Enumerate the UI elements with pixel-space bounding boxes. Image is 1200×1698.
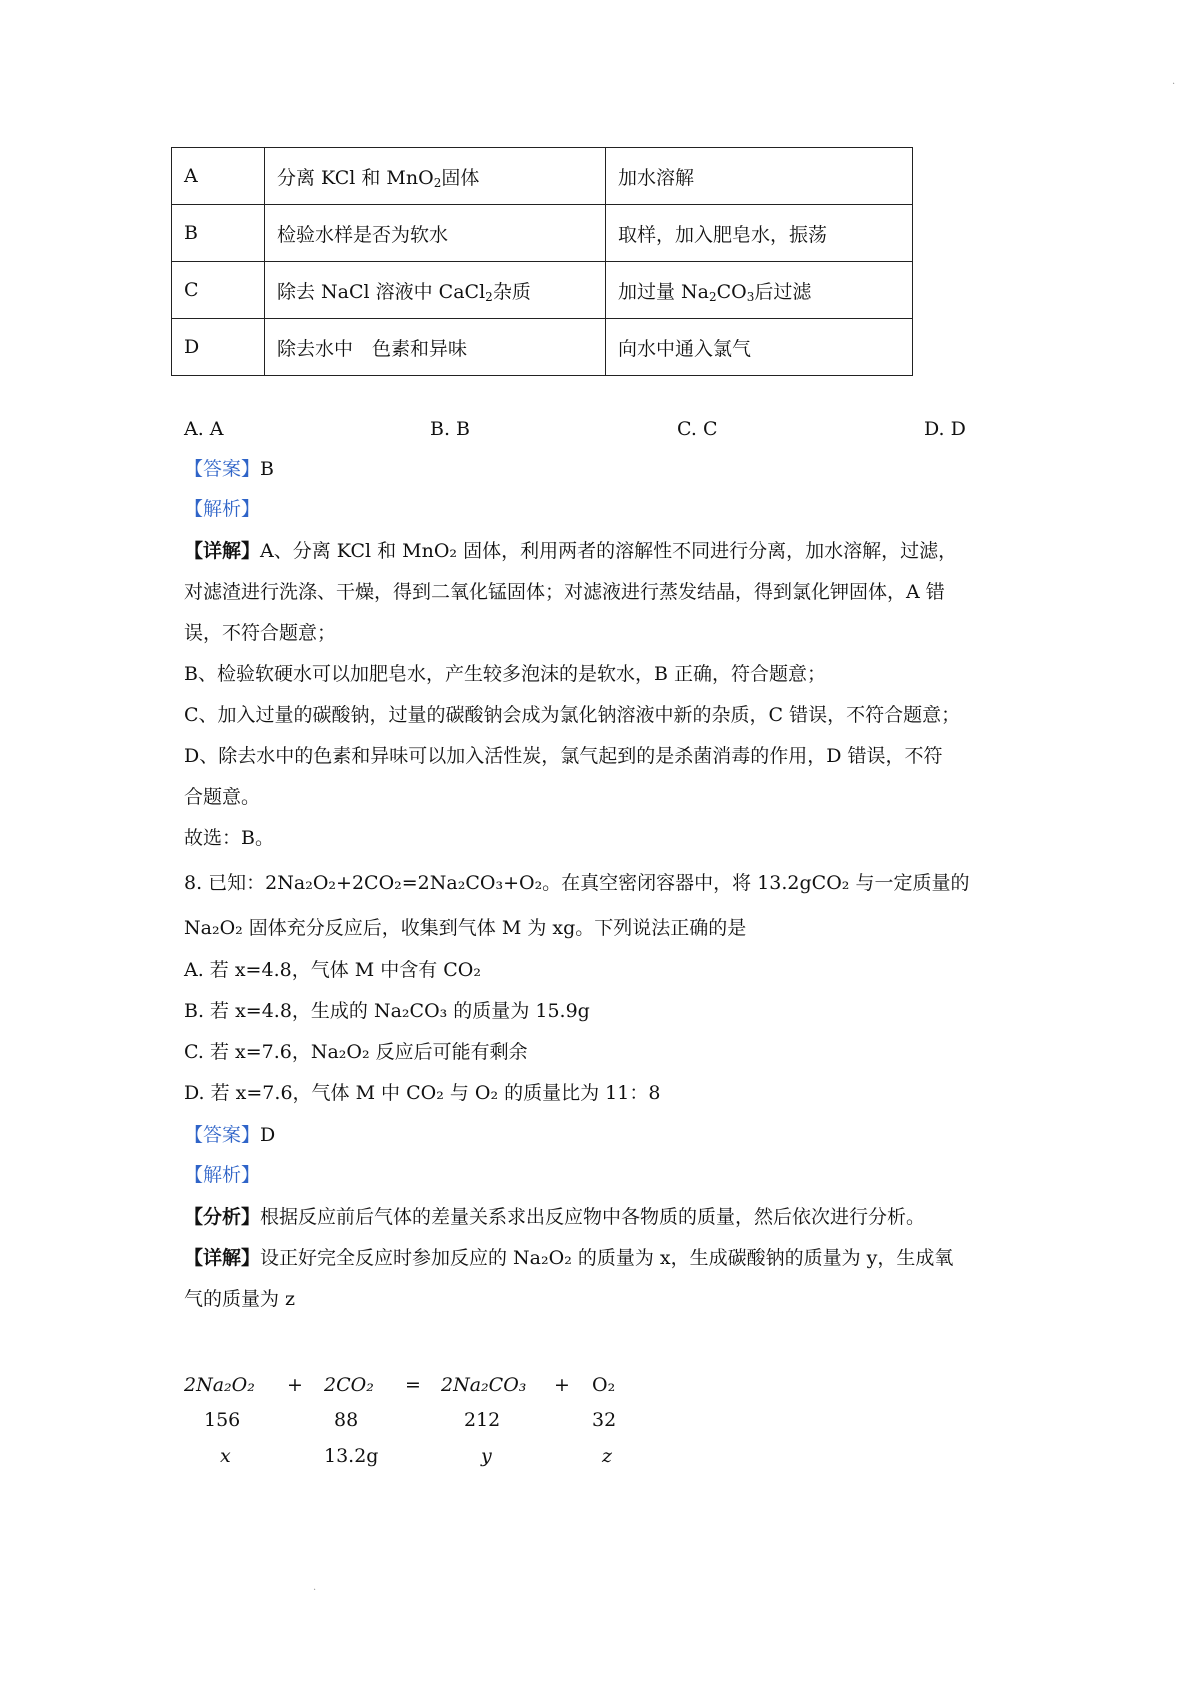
eq-term: 2Na₂CO₃ bbox=[441, 1374, 527, 1396]
eq-var: z bbox=[602, 1445, 613, 1467]
page-mark: . bbox=[313, 1582, 317, 1593]
option-cell: B bbox=[172, 205, 265, 262]
q8-option-d: D. 若 x=7.6，气体 M 中 CO₂ 与 O₂ 的质量比为 11：8 bbox=[184, 1082, 661, 1104]
goal-cell: 除去 NaCl 溶液中 CaCl$_2$杂质 bbox=[265, 262, 606, 319]
q7-analysis-heading: 【解析】 bbox=[184, 498, 261, 520]
experiment-table bbox=[171, 147, 913, 376]
eq-mass: 156 bbox=[204, 1409, 241, 1431]
goal-cell: 分离 KCl 和 MnO$_2$固体 bbox=[265, 148, 606, 205]
eq-mass: 212 bbox=[464, 1409, 501, 1431]
q8-answer: 【答案】D bbox=[184, 1124, 276, 1146]
q8-option-c: C. 若 x=7.6，Na₂O₂ 反应后可能有剩余 bbox=[184, 1041, 528, 1063]
eq-mass: 32 bbox=[592, 1409, 617, 1431]
eq-term: O₂ bbox=[592, 1374, 616, 1396]
eq-operator: + bbox=[554, 1374, 570, 1396]
table-row bbox=[172, 262, 913, 319]
choice-a: A. A bbox=[184, 418, 224, 440]
goal-cell: 除去水中 色素和异味 bbox=[265, 319, 606, 376]
reaction-equation bbox=[184, 1374, 644, 1474]
q7-detail-line: D、除去水中的色素和异味可以加入活性炭，氯气起到的是杀菌消毒的作用，D 错误，不符 bbox=[184, 745, 943, 767]
q7-detail-line: C、加入过量的碳酸钠，过量的碳酸钠会成为氯化钠溶液中新的杂质，C 错误，不符合题意； bbox=[184, 704, 961, 726]
q8-stem: Na₂O₂ 固体充分反应后，收集到气体 M 为 xg。下列说法正确的是 bbox=[184, 917, 747, 939]
q7-choices bbox=[184, 418, 984, 444]
eq-var: 13.2g bbox=[324, 1445, 379, 1467]
method-cell: 加水溶解 bbox=[606, 148, 913, 205]
page-mark: . bbox=[1172, 76, 1176, 87]
goal-cell: 检验水样是否为软水 bbox=[265, 205, 606, 262]
q8-detail-line: 气的质量为 z bbox=[184, 1288, 296, 1310]
q8-fenxi: 【分析】根据反应前后气体的差量关系求出反应物中各物质的质量，然后依次进行分析。 bbox=[184, 1206, 926, 1228]
eq-var: x bbox=[220, 1445, 231, 1467]
eq-mass: 88 bbox=[334, 1409, 359, 1431]
eq-operator: = bbox=[405, 1374, 421, 1396]
choice-c: C. C bbox=[677, 418, 718, 440]
eq-operator: + bbox=[287, 1374, 303, 1396]
q7-detail-line: B、检验软硬水可以加肥皂水，产生较多泡沫的是软水，B 正确，符合题意； bbox=[184, 663, 826, 685]
method-cell: 向水中通入氯气 bbox=[606, 319, 913, 376]
option-cell: A bbox=[172, 148, 265, 205]
table-row bbox=[172, 205, 913, 262]
method-cell: 取样，加入肥皂水，振荡 bbox=[606, 205, 913, 262]
q8-option-a: A. 若 x=4.8，气体 M 中含有 CO₂ bbox=[184, 959, 481, 981]
q7-detail-line: 误，不符合题意； bbox=[184, 622, 337, 644]
q8-option-b: B. 若 x=4.8，生成的 Na₂CO₃ 的质量为 15.9g bbox=[184, 1000, 590, 1022]
choice-d: D. D bbox=[924, 418, 966, 440]
option-cell: C bbox=[172, 262, 265, 319]
choice-b: B. B bbox=[430, 418, 471, 440]
table-row bbox=[172, 319, 913, 376]
q8-stem: 8. 已知：2Na₂O₂+2CO₂=2Na₂CO₃+O₂。在真空密闭容器中，将 13.2gCO₂ 与一定质量的 bbox=[184, 872, 970, 894]
q7-detail-line: 【详解】A、分离 KCl 和 MnO₂ 固体，利用两者的溶解性不同进行分离，加水溶解，过滤， bbox=[184, 540, 958, 562]
q7-detail-line: 合题意。 bbox=[184, 786, 261, 808]
eq-term: 2Na₂O₂ bbox=[184, 1374, 255, 1396]
method-cell: 加过量 $Na_2CO_3$后过滤 bbox=[606, 262, 913, 319]
q7-detail-line: 对滤渣进行洗涤、干燥，得到二氧化锰固体；对滤液进行蒸发结晶，得到氯化钾固体，A 错 bbox=[184, 581, 945, 603]
q7-answer: 【答案】B bbox=[184, 458, 274, 480]
q8-detail-line: 【详解】设正好完全反应时参加反应的 Na₂O₂ 的质量为 x，生成碳酸钠的质量为 y，生成氧 bbox=[184, 1247, 954, 1269]
table-row bbox=[172, 148, 913, 205]
q8-analysis-heading: 【解析】 bbox=[184, 1164, 261, 1186]
eq-var: y bbox=[481, 1445, 492, 1467]
eq-term: 2CO₂ bbox=[324, 1374, 374, 1396]
q7-conclusion: 故选：B。 bbox=[184, 827, 274, 849]
option-cell: D bbox=[172, 319, 265, 376]
